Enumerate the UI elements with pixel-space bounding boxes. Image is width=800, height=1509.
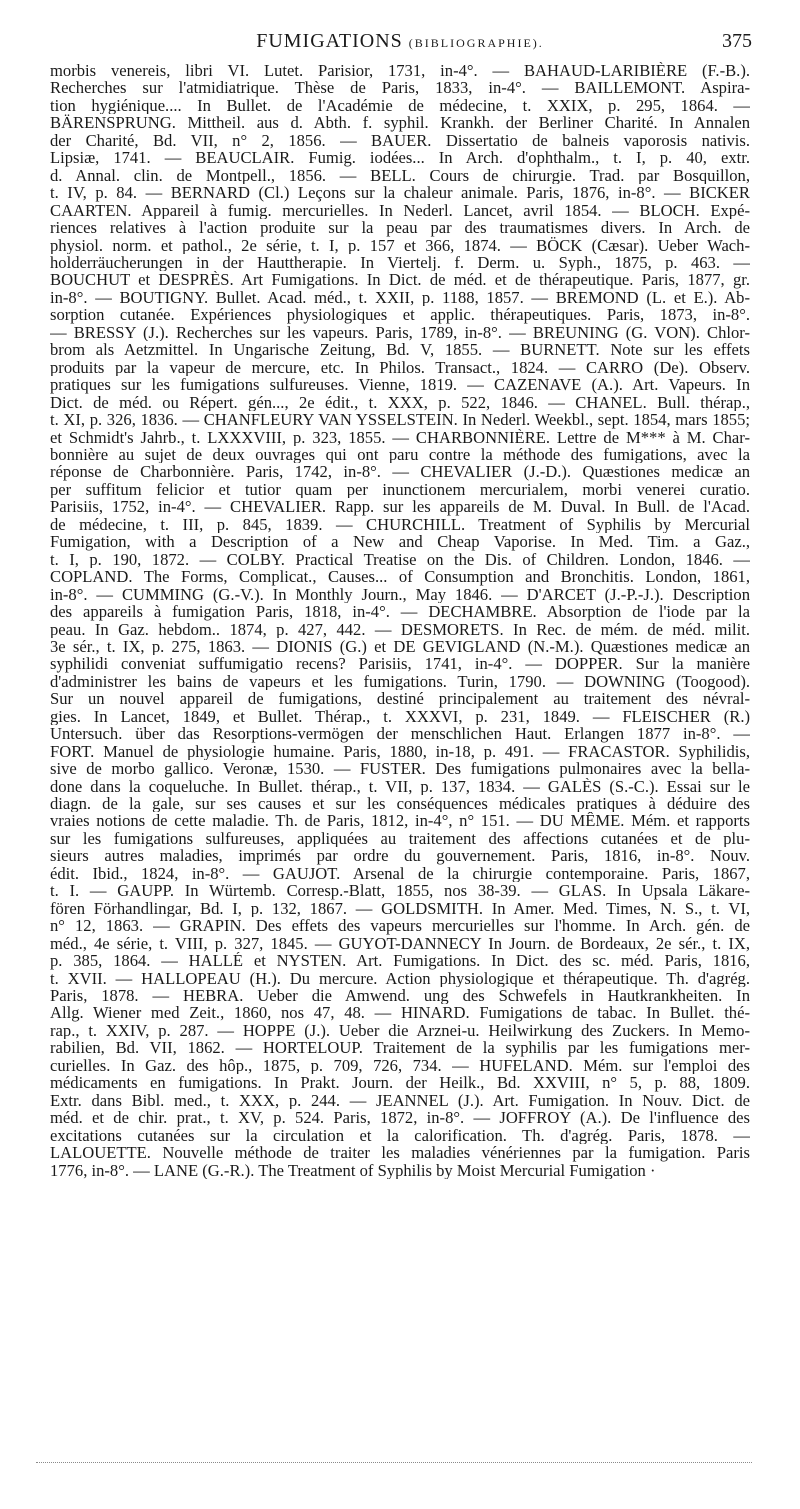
text-line: rap., t. XXIV, p. 287. — HOPPE (J.). Ueber die Arznei-u. Heilwirkung des Zuckers. In Memo- [50, 1021, 750, 1040]
text-line: sur les fumigations sulfureuses, appliquées au traitement des affections cutanées et de plu- [50, 829, 750, 848]
text-line: LALOUETTE. Nouvelle méthode de traiter les maladies vénériennes par la fumigation. Paris [50, 1144, 750, 1162]
text-line: diagn. de la gale, sur ses causes et sur les conséquences médicales pratiques à déduire des [50, 795, 750, 813]
text-line: rabilien, Bd. VII, 1862. — HORTELOUP. Traitement de la syphilis par les fumigations mer- [50, 1039, 750, 1057]
text-line: excitations cutanées sur la circulation et la calorification. Th. d'agrég. Paris, 1878. — [50, 1126, 750, 1145]
page-number: 375 [722, 30, 752, 52]
text-line: t. XVII. — HALLOPEAU (H.). Du mercure. Action physiologique et thérapeutique. Th. d'agrég. [50, 969, 750, 988]
running-head [48, 30, 752, 56]
text-line: holderräucherungen in der Hauttherapie. In Viertelj. f. Derm. u. Syph., 1875, p. 463. — [50, 253, 750, 272]
text-line: Allg. Wiener med Zeit., 1860, nos 47, 48. — HINARD. Fumigations de tabac. In Bullet. thé- [50, 1004, 750, 1022]
text-line: riences relatives à l'action produite sur la peau par des traumatismes divers. In Arch. de [50, 219, 750, 237]
text-line: der Charité, Bd. VII, n° 2, 1856. — BAUER. Dissertatio de balneis vaporosis nativis. [50, 131, 750, 150]
text-line: d. Annal. clin. de Montpell., 1856. — BELL. Cours de chirurgie. Trad. par Bosquillon, [50, 166, 750, 185]
running-subtitle: (BIBLIOGRAPHIE). [408, 36, 544, 50]
text-line: BÄRENSPRUNG. Mittheil. aus d. Abth. f. syphil. Krankh. der Berliner Charité. In Annalen [50, 114, 750, 132]
text-line: sive de morbo gallico. Veronæ, 1530. — FUSTER. Des fumigations pulmonaires avec la bella- [50, 760, 750, 778]
text-line: Dict. de méd. ou Répert. gén..., 2e édit., t. XXX, p. 522, 1846. — CHANEL. Bull. thérap., [50, 393, 750, 412]
text-line: pratiques sur les fumigations sulfureuses. Vienne, 1819. — CAZENAVE (A.). Art. Vapeurs. In [50, 376, 750, 394]
text-line: tion hygiénique.... In Bullet. de l'Académie de médecine, t. XXIX, p. 295, 1864. — [50, 96, 750, 115]
text-line: sieurs autres maladies, imprimés par ordre du gouvernement. Paris, 1816, in-8°. Nouv. [50, 847, 750, 865]
text-line: t. I. — GAUPP. In Würtemb. Corresp.-Blatt, 1855, nos 38-39. — GLAS. In Upsala Läkare- [50, 882, 750, 900]
text-line: vraies notions de cette maladie. Th. de Paris, 1812, in-4°, n° 151. — DU MÊME. Mém. et rapports [50, 812, 750, 830]
text-line: Parisiis, 1752, in-4°. — CHEVALIER. Rapp. sur les appareils de M. Duval. In Bull. de l'Acad. [50, 498, 750, 516]
bibliography-text [50, 62, 750, 1179]
text-line: Paris, 1878. — HEBRA. Ueber die Amwend. ung des Schwefels in Hautkrankheiten. In [50, 987, 750, 1005]
text-line: n° 12, 1863. — GRAPIN. Des effets des vapeurs mercurielles sur l'homme. In Arch. gén. de [50, 917, 750, 935]
text-line: fören Förhandlingar, Bd. I, p. 132, 1867. — GOLDSMITH. In Amer. Med. Times, N. S., t. VI, [50, 899, 750, 918]
text-line: édit. Ibid., 1824, in-8°. — GAUJOT. Arsenal de la chirurgie contemporaine. Paris, 1867, [50, 864, 750, 883]
running-title: FUMIGATIONS [256, 30, 403, 52]
text-line: des appareils à fumigation Paris, 1818, in-4°. — DECHAMBRE. Absorption de l'iode par la [50, 603, 750, 621]
text-line: physiol. norm. et pathol., 2e série, t. I, p. 157 et 366, 1874. — BÖCK (Cæsar). Ueber Wach- [50, 236, 750, 254]
text-line: in-8°. — BOUTIGNY. Bullet. Acad. méd., t. XXII, p. 1188, 1857. — BREMOND (L. et E.). Ab- [50, 288, 750, 307]
text-line: Extr. dans Bibl. med., t. XXX, p. 244. — JEANNEL (J.). Art. Fumigation. In Nouv. Dict. de [50, 1091, 750, 1110]
text-line: 1776, in-8°. — LANE (G.-R.). The Treatment of Syphilis by Moist Mercurial Fumigation · [50, 1161, 656, 1179]
text-line: Recherches sur l'atmidiatrique. Thèse de Paris, 1833, in-4°. — BAILLEMONT. Aspira- [50, 79, 750, 97]
text-line: syphilidi conveniat suffumigatio recens? Parisiis, 1741, in-4°. — DOPPER. Sur la manière [50, 655, 750, 673]
text-line: méd. et de chir. prat., t. XV, p. 524. Paris, 1872, in-8°. — JOFFROY (A.). De l'influence des [50, 1109, 750, 1127]
text-line: per suffitum felicior et tutior quam per inunctionem mercurialem, morbi venerei curatio. [50, 480, 750, 499]
text-line: t. XI, p. 326, 1836. — CHANFLEURY VAN YSSELSTEIN. In Nederl. Weekbl., sept. 1854, mars 1855; [50, 411, 750, 429]
text-line: réponse de Charbonnière. Paris, 1742, in-8°. — CHEVALIER (J.-D.). Quæstiones medicæ an [50, 463, 750, 481]
text-line: FORT. Manuel de physiologie humaine. Paris, 1880, in-18, p. 491. — FRACASTOR. Syphilidis, [50, 742, 750, 761]
text-line: morbis venereis, libri VI. Lutet. Parisior, 1731, in-4°. — BAHAUD-LARIBIÈRE (F.-B.). [50, 62, 750, 80]
text-line: Lipsiæ, 1741. — BEAUCLAIR. Fumig. iodées... In Arch. d'ophthalm., t. I, p. 40, extr. [50, 149, 750, 167]
text-line: — BRESSY (J.). Recherches sur les vapeurs. Paris, 1789, in-8°. — BREUNING (G. VON). Chlor- [50, 323, 750, 342]
text-line: CAARTEN. Appareil à fumig. mercurielles. In Nederl. Lancet, avril 1854. — BLOCH. Expé- [50, 201, 750, 220]
text-line: Sur un nouvel appareil de fumigations, destiné principalement au traitement des névral- [50, 690, 750, 708]
text-line: produits par la vapeur de mercure, etc. In Philos. Transact., 1824. — CARRO (De). Observ. [50, 358, 750, 377]
text-line: 3e sér., t. IX, p. 275, 1863. — DIONIS (G.) et DE GEVIGLAND (N.-M.). Quæstiones medicæ an [50, 637, 750, 656]
text-line: gies. In Lancet, 1849, et Bullet. Thérap., t. XXXVI, p. 231, 1849. — FLEISCHER (R.) [50, 707, 750, 726]
text-line: et Schmidt's Jahrb., t. LXXXVIII, p. 323, 1855. — CHARBONNIÈRE. Lettre de M*** à M. Char- [50, 428, 750, 446]
text-line: bonnière au sujet de deux ouvrages qui ont paru contre la méthode des fumigations, avec la [50, 445, 750, 464]
text-line: sorption cutanée. Expériences physiologiques et applic. thérapeutiques. Paris, 1873, in-8°. [50, 306, 750, 324]
text-line: t. IV, p. 84. — BERNARD (Cl.) Leçons sur la chaleur animale. Paris, 1876, in-8°. — BICKER [50, 184, 750, 202]
text-line: peau. In Gaz. hebdom.. 1874, p. 427, 442. — DESMORETS. In Rec. de mém. de méd. milit. [50, 620, 750, 638]
text-line: médicaments en fumigations. In Prakt. Journ. der Heilk., Bd. XXVIII, n° 5, p. 88, 1809. [50, 1074, 750, 1092]
text-line: curielles. In Gaz. des hôp., 1875, p. 709, 726, 734. — HUFELAND. Mém. sur l'emploi des [50, 1056, 750, 1075]
text-line: Untersuch. über das Resorptions-vermögen der menschlichen Haut. Erlangen 1877 in-8°. — [50, 725, 750, 743]
text-line: done dans la coqueluche. In Bullet. thérap., t. VII, p. 137, 1834. — GALÈS (S.-C.). Essai sur le [50, 777, 750, 796]
footer-dotted-rule [36, 1462, 752, 1463]
text-line: p. 385, 1864. — HALLÉ et NYSTEN. Art. Fumigations. In Dict. des sc. méd. Paris, 1816, [50, 952, 750, 970]
text-line: de médecine, t. III, p. 845, 1839. — CHURCHILL. Treatment of Syphilis by Mercurial [50, 515, 750, 534]
text-line: méd., 4e série, t. VIII, p. 327, 1845. — GUYOT-DANNECY In Journ. de Bordeaux, 2e sér., t. IX, [50, 934, 750, 953]
text-line: Fumigation, with a Description of a New and Cheap Vaporise. In Med. Tim. a Gaz., [50, 533, 750, 551]
text-line: t. I, p. 190, 1872. — COLBY. Practical Treatise on the Dis. of Children. London, 1846. — [50, 550, 750, 569]
text-line: BOUCHUT et DESPRÈS. Art Fumigations. In Dict. de méd. et de thérapeutique. Paris, 1877, gr. [50, 271, 750, 289]
text-line: d'administrer les bains de vapeurs et les fumigations. Turin, 1790. — DOWNING (Toogood). [50, 672, 750, 691]
text-line: COPLAND. The Forms, Complicat., Causes... of Consumption and Bronchitis. London, 1861, [50, 568, 750, 586]
text-line: brom als Aetzmittel. In Ungarische Zeitung, Bd. V, 1855. — BURNETT. Note sur les effets [50, 341, 750, 359]
text-line: in-8°. — CUMMING (G.-V.). In Monthly Journ., May 1846. — D'ARCET (J.-P.-J.). Description [50, 585, 750, 604]
